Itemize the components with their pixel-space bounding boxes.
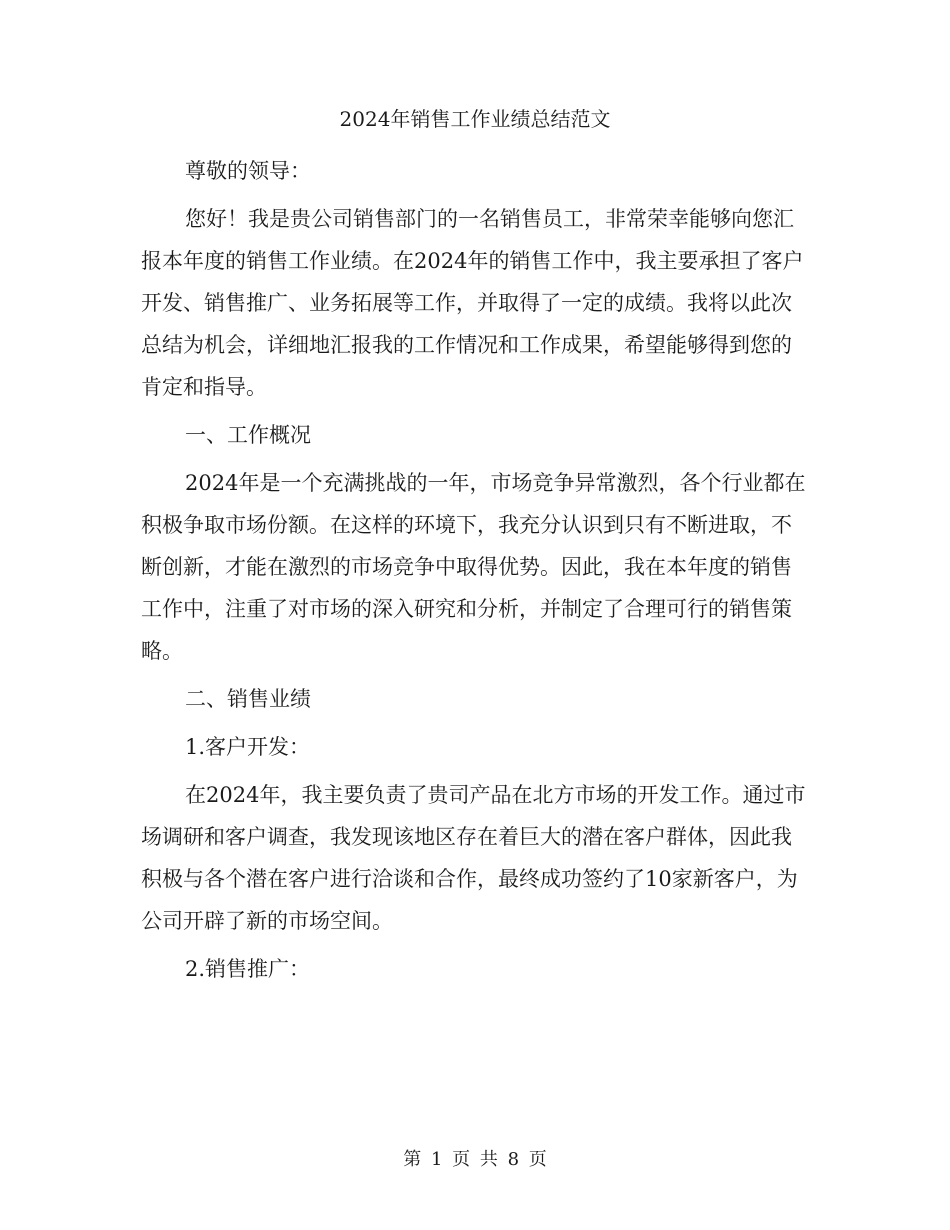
document-title: 2024年销售工作业绩总结范文: [339, 107, 611, 131]
salutation: 尊敬的领导：: [185, 159, 311, 183]
subheading-sales-promotion: 2.销售推广：: [185, 957, 311, 981]
subheading-client-development: 1.客户开发：: [185, 735, 311, 759]
paragraph-intro: 您好！我是贵公司销售部门的一名销售员工，非常荣幸能够向您汇报本年度的销售工作业绩。在2024年的销售工作中，我主要承担了客户开发、销售推广、业务拓展等工作，并取得了一定的成绩。我将以此次总结为机会，详细地汇报我的工作情况和工作成果，希望能够得到您的肯定和指导。: [141, 207, 804, 399]
section-heading-sales: 二、销售业绩: [185, 687, 311, 711]
paragraph-client-development: 在2024年，我主要负责了贵司产品在北方市场的开发工作。通过市场调研和客户调查，我发现该地区存在着巨大的潜在客户群体，因此我积极与各个潜在客户进行洽谈和合作，最终成功签约了10家新客户，为公司开辟了新的市场空间。: [141, 783, 806, 933]
section-heading-overview: 一、工作概况: [185, 423, 311, 447]
paragraph-overview: 2024年是一个充满挑战的一年，市场竞争异常激烈，各个行业都在积极争取市场份额。在这样的环境下，我充分认识到只有不断进取，不断创新，才能在激烈的市场竞争中取得优势。因此，我在本年度的销售工作中，注重了对市场的深入研究和分析，并制定了合理可行的销售策略。: [141, 471, 806, 663]
document-body: [141, 150, 809, 990]
page-number: 第 1 页 共 8 页: [403, 1149, 547, 1170]
